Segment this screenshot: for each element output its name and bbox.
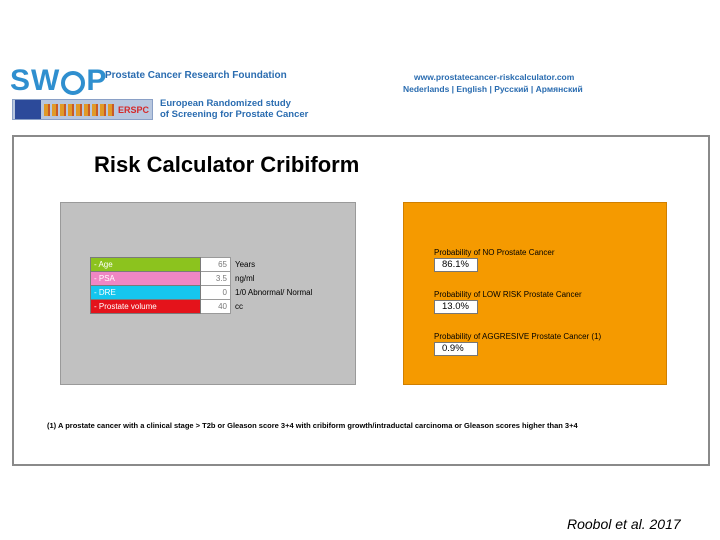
psa-label: - PSA bbox=[91, 272, 201, 286]
dre-label: - DRE bbox=[91, 286, 201, 300]
prostate-volume-input[interactable]: 40 bbox=[201, 300, 231, 314]
footnote: (1) A prostate cancer with a clinical stage > T2b or Gleason score 3+4 with cribiform growth/intraductal carcinoma or Gleason scores higher than 3+4 bbox=[47, 421, 578, 430]
result-panel bbox=[403, 202, 667, 385]
language-links[interactable]: Nederlands | English | Русский | Армянский bbox=[403, 84, 583, 94]
psa-input[interactable]: 3.5 bbox=[201, 272, 231, 286]
study-name-line1: European Randomized study bbox=[160, 98, 291, 109]
swop-logo-suffix: P bbox=[86, 64, 108, 97]
no-cancer-value: 86.1% bbox=[434, 258, 478, 272]
citation: Roobol et al. 2017 bbox=[567, 516, 681, 532]
dre-input[interactable]: 0 bbox=[201, 286, 231, 300]
prostate-volume-unit: cc bbox=[235, 302, 243, 311]
dre-unit: 1/0 Abnormal/ Normal bbox=[235, 288, 313, 297]
low-risk-value: 13.0% bbox=[434, 300, 478, 314]
input-table bbox=[90, 257, 316, 314]
swop-logo bbox=[10, 66, 107, 96]
swop-logo-o-icon bbox=[61, 71, 85, 95]
erspc-logo bbox=[12, 99, 153, 120]
input-panel bbox=[60, 202, 356, 385]
eu-flag-icon bbox=[15, 100, 41, 119]
calculator-panel bbox=[12, 135, 710, 466]
people-strip-icon bbox=[44, 104, 115, 116]
swop-logo-prefix: SW bbox=[10, 64, 61, 97]
age-unit: Years bbox=[235, 260, 256, 269]
low-risk-label: Probability of LOW RISK Prostate Cancer bbox=[434, 290, 582, 299]
input-row-prostate-volume bbox=[91, 300, 316, 314]
website-link[interactable]: www.prostatecancer-riskcalculator.com bbox=[414, 72, 575, 82]
age-label: - Age bbox=[91, 258, 201, 272]
aggressive-value: 0.9% bbox=[434, 342, 478, 356]
aggressive-label: Probability of AGGRESIVE Prostate Cancer (1) bbox=[434, 332, 602, 341]
input-row-dre bbox=[91, 286, 316, 300]
input-row-age bbox=[91, 258, 316, 272]
prostate-volume-label: - Prostate volume bbox=[91, 300, 201, 314]
organization-name: Prostate Cancer Research Foundation bbox=[105, 70, 287, 81]
psa-unit: ng/ml bbox=[235, 274, 255, 283]
study-name bbox=[160, 98, 308, 120]
input-row-psa bbox=[91, 272, 316, 286]
no-cancer-label: Probability of NO Prostate Cancer bbox=[434, 248, 555, 257]
erspc-logo-text: ERSPC bbox=[117, 104, 149, 115]
page-title: Risk Calculator Cribiform bbox=[94, 152, 360, 177]
age-input[interactable]: 65 bbox=[201, 258, 231, 272]
study-name-line2: of Screening for Prostate Cancer bbox=[160, 109, 309, 120]
